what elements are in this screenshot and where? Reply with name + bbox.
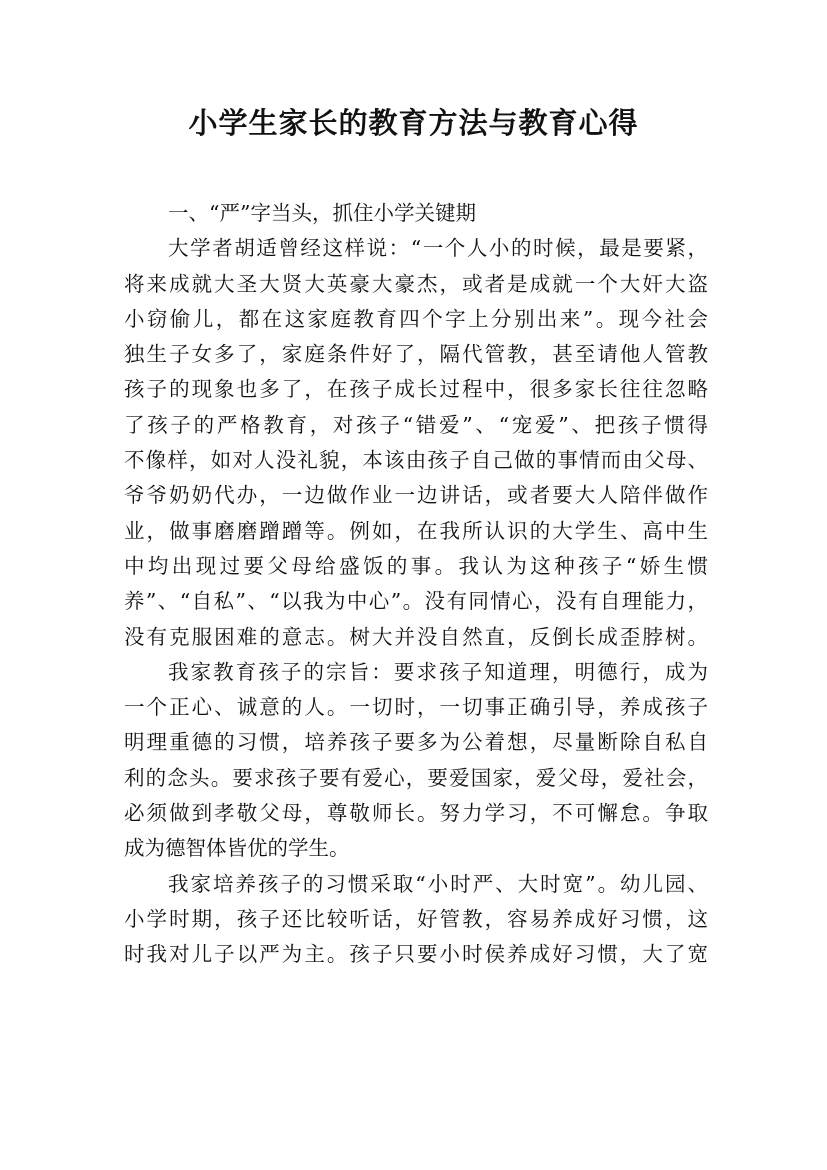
paragraph-1-line-4: 独生子女多了，家庭条件好了，隔代管教，甚至请他人管教 [124, 342, 708, 367]
paragraph-2-line-5: 必须做到孝敬父母，尊敬师长。努力学习，不可懈怠。争取 [124, 801, 708, 826]
paragraph-3-line-1: 我家培养孩子的习惯采取“小时严、大时宽”。幼儿园、 [168, 871, 708, 896]
paragraph-3-line-2: 小学时期，孩子还比较听话，好管教，容易养成好习惯，这 [124, 906, 708, 931]
paragraph-1-line-3: 小窃偷儿，都在这家庭教育四个字上分别出来”。现今社会 [124, 306, 708, 331]
paragraph-2-line-2: 一个正心、诚意的人。一切时，一切事正确引导，养成孩子 [124, 695, 708, 720]
paragraph-1-line-12: 没有克服困难的意志。树大并没自然直，反倒长成歪脖树。 [124, 624, 708, 649]
paragraph-1-line-11: 养”、“自私”、“以我为中心”。没有同情心，没有自理能力， [124, 589, 708, 614]
paragraph-1-line-8: 爷爷奶奶代办，一边做作业一边讲话，或者要大人陪伴做作 [124, 483, 708, 508]
paragraph-2-line-4: 利的念头。要求孩子要有爱心，要爱国家，爱父母，爱社会， [124, 765, 708, 790]
paragraph-1-line-2: 将来成就大圣大贤大英豪大豪杰，或者是成就一个大奸大盗 [124, 271, 708, 296]
document-title: 小学生家长的教育方法与教育心得 [188, 106, 639, 140]
paragraph-2-line-1: 我家教育孩子的宗旨：要求孩子知道理，明德行，成为 [168, 659, 708, 684]
section-heading: 一、“严”字当头，抓住小学关键期 [168, 201, 476, 225]
paragraph-3-line-3: 时我对儿子以严为主。孩子只要小时侯养成好习惯，大了宽 [124, 942, 708, 967]
paragraph-1-line-5: 孩子的现象也多了，在孩子成长过程中，很多家长往往忽略 [124, 377, 708, 402]
paragraph-1-line-1: 大学者胡适曾经这样说：“一个人小的时候，最是要紧， [168, 236, 708, 261]
paragraph-1-line-6: 了孩子的严格教育，对孩子“错爱”、“宠爱”、把孩子惯得 [124, 412, 708, 437]
paragraph-1-line-9: 业，做事磨磨蹭蹭等。例如，在我所认识的大学生、高中生 [124, 518, 708, 543]
paragraph-1-line-10: 中均出现过要父母给盛饭的事。我认为这种孩子“娇生惯 [124, 553, 708, 578]
paragraph-1-line-7: 不像样，如对人没礼貌，本该由孩子自己做的事情而由父母、 [124, 448, 708, 473]
paragraph-2-line-3: 明理重德的习惯，培养孩子要多为公着想，尽量断除自私自 [124, 730, 708, 755]
paragraph-2-line-6: 成为德智体皆优的学生。 [124, 836, 350, 861]
document-body [124, 196, 708, 973]
